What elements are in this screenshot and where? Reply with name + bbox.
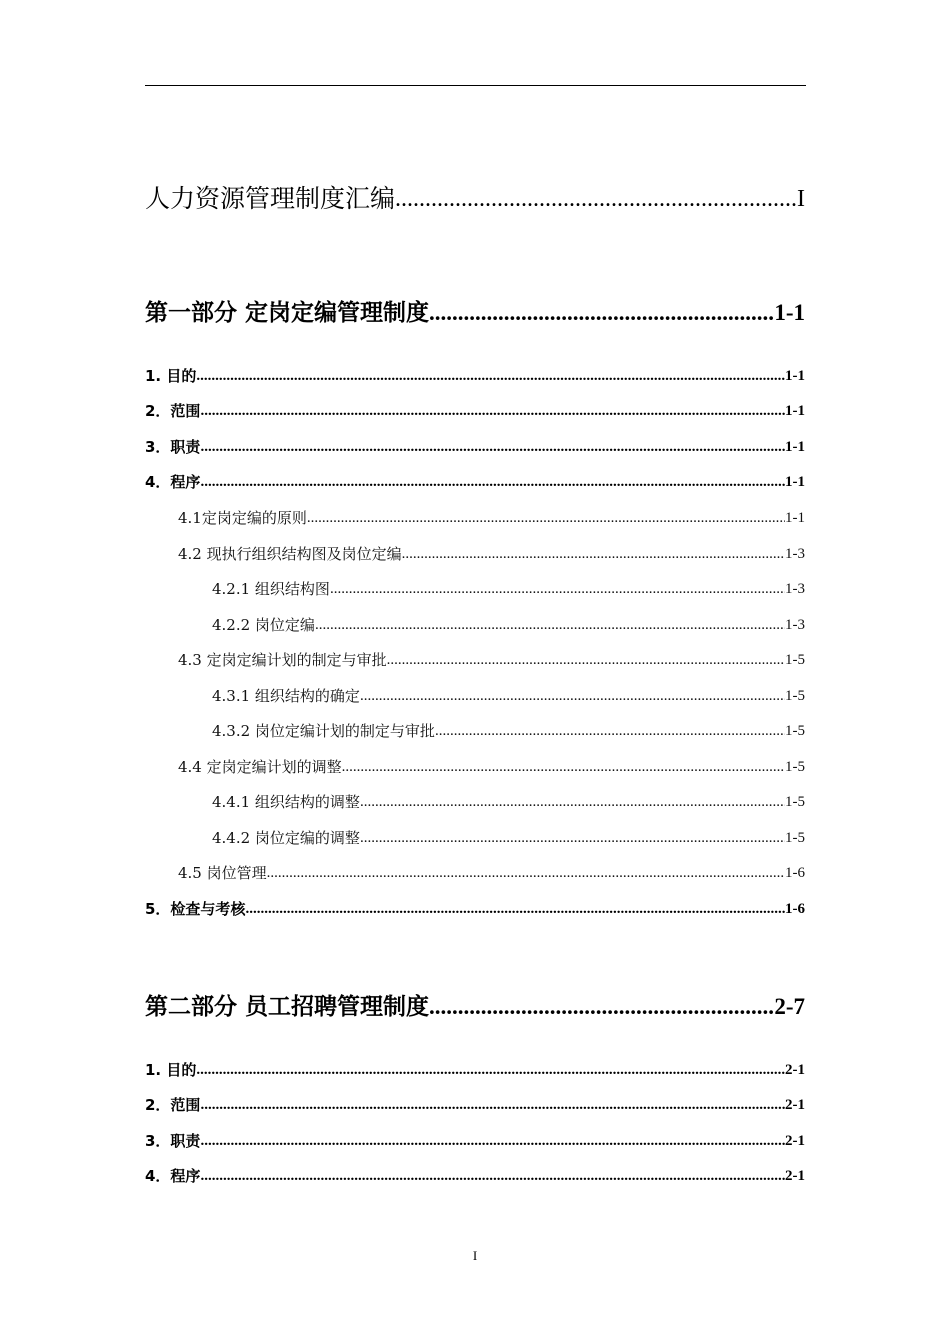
toc-entry-page: 1-5	[785, 830, 805, 846]
toc-entry[interactable]	[145, 1095, 805, 1115]
toc-leader	[200, 401, 785, 421]
toc-entry-title: 5．检查与考核	[145, 900, 246, 918]
toc-leader	[330, 579, 785, 599]
toc-entry[interactable]	[145, 899, 805, 919]
toc-entry[interactable]	[178, 757, 805, 777]
toc-entry-title: 1. 目的	[145, 367, 197, 385]
toc-entry-title: 4.4.2 岗位定编的调整	[212, 829, 360, 847]
toc-entry[interactable]	[145, 1166, 805, 1186]
toc-entry-title: 4.2 现执行组织结构图及岗位定编	[178, 545, 402, 563]
toc-entry[interactable]	[145, 366, 805, 386]
toc-entry-title: 2．范围	[145, 402, 201, 420]
toc-part-title: 第一部分 定岗定编管理制度	[145, 300, 430, 326]
toc-leader	[200, 472, 785, 492]
toc-leader	[267, 863, 785, 883]
toc-entry-page: 1-1	[785, 403, 805, 419]
toc-doc-title-page: I	[797, 186, 805, 212]
toc-entry-title: 4．程序	[145, 1167, 201, 1185]
toc-entry-page: 1-5	[785, 652, 805, 668]
toc-leader	[196, 1060, 785, 1080]
toc-leader	[200, 1131, 785, 1151]
toc-entry-title: 3．职责	[145, 1132, 201, 1150]
toc-leader	[395, 184, 797, 214]
toc-leader	[200, 1166, 785, 1186]
toc-entry-title: 4.1定岗定编的原则	[178, 509, 307, 527]
toc-entry-page: 1-5	[785, 759, 805, 775]
toc-entry-page: 1-1	[785, 510, 805, 526]
toc-leader	[429, 992, 774, 1022]
toc-entry-page: 1-5	[785, 688, 805, 704]
toc-entry-title: 4.3.1 组织结构的确定	[212, 687, 360, 705]
toc-entry-title: 4.3.2 岗位定编计划的制定与审批	[212, 722, 435, 740]
toc-entry[interactable]	[178, 650, 805, 670]
toc-entry-page: 1-6	[785, 901, 805, 917]
toc-entry[interactable]	[145, 472, 805, 492]
toc-part-1[interactable]	[145, 298, 805, 328]
toc-leader	[200, 437, 785, 457]
toc-entry[interactable]	[145, 1060, 805, 1080]
toc-entry-page: 1-5	[785, 794, 805, 810]
toc-leader	[307, 508, 785, 528]
toc-entry-page: 2-1	[785, 1168, 805, 1184]
toc-entry-page: 1-5	[785, 723, 805, 739]
toc-entry-title: 4.2.2 岗位定编	[212, 616, 315, 634]
toc-entry-page: 1-1	[785, 368, 805, 384]
toc-leader	[315, 615, 785, 635]
toc-entry[interactable]	[178, 508, 805, 528]
toc-entry-page: 1-3	[785, 617, 805, 633]
toc-entry-title: 4.4.1 组织结构的调整	[212, 793, 360, 811]
toc-entry-title: 4.2.1 组织结构图	[212, 580, 330, 598]
toc-leader	[342, 757, 785, 777]
toc-entry-page: 1-3	[785, 581, 805, 597]
toc-entry-title: 3．职责	[145, 438, 201, 456]
toc-leader	[360, 686, 785, 706]
toc-entry-page: 1-1	[785, 474, 805, 490]
toc-entry[interactable]	[212, 686, 805, 706]
toc-leader	[200, 1095, 785, 1115]
toc-entry[interactable]	[178, 863, 805, 883]
toc-entry-title: 1. 目的	[145, 1061, 197, 1079]
toc-leader	[196, 366, 785, 386]
toc-entry-title: 4.5 岗位管理	[178, 864, 267, 882]
toc-part-title: 第二部分 员工招聘管理制度	[145, 994, 430, 1020]
toc-entry[interactable]	[212, 828, 805, 848]
toc-entry[interactable]	[212, 579, 805, 599]
toc-entry[interactable]	[178, 544, 805, 564]
toc-leader	[429, 298, 774, 328]
toc-entry-page: 1-1	[785, 439, 805, 455]
toc-entry[interactable]	[145, 1131, 805, 1151]
header-rule	[145, 85, 806, 86]
toc-entry-title: 2．范围	[145, 1096, 201, 1114]
toc-entry[interactable]	[212, 721, 805, 741]
toc-entry-page: 2-1	[785, 1062, 805, 1078]
toc-entry-page: 2-1	[785, 1097, 805, 1113]
toc-entry-title: 4.3 定岗定编计划的制定与审批	[178, 651, 387, 669]
toc-leader	[435, 721, 785, 741]
toc-entry[interactable]	[212, 792, 805, 812]
toc-entry-page: 1-3	[785, 546, 805, 562]
toc-part-2[interactable]	[145, 992, 805, 1022]
toc-entry-page: 2-1	[785, 1133, 805, 1149]
toc-entry[interactable]	[212, 615, 805, 635]
toc-entry-page: 1-6	[785, 865, 805, 881]
toc-leader	[360, 792, 785, 812]
toc-leader	[387, 650, 785, 670]
toc-leader	[245, 899, 785, 919]
toc-doc-title-text: 人力资源管理制度汇编	[145, 184, 396, 213]
toc-entry-title: 4.4 定岗定编计划的调整	[178, 758, 342, 776]
toc-part-page: 1-1	[774, 300, 805, 325]
toc-leader	[360, 828, 785, 848]
toc-doc-title[interactable]	[145, 184, 805, 214]
page-number: I	[472, 1248, 478, 1263]
toc-entry[interactable]	[145, 401, 805, 421]
toc-entry-title: 4．程序	[145, 473, 201, 491]
toc-part-page: 2-7	[774, 994, 805, 1019]
toc-leader	[402, 544, 785, 564]
toc-entry[interactable]	[145, 437, 805, 457]
